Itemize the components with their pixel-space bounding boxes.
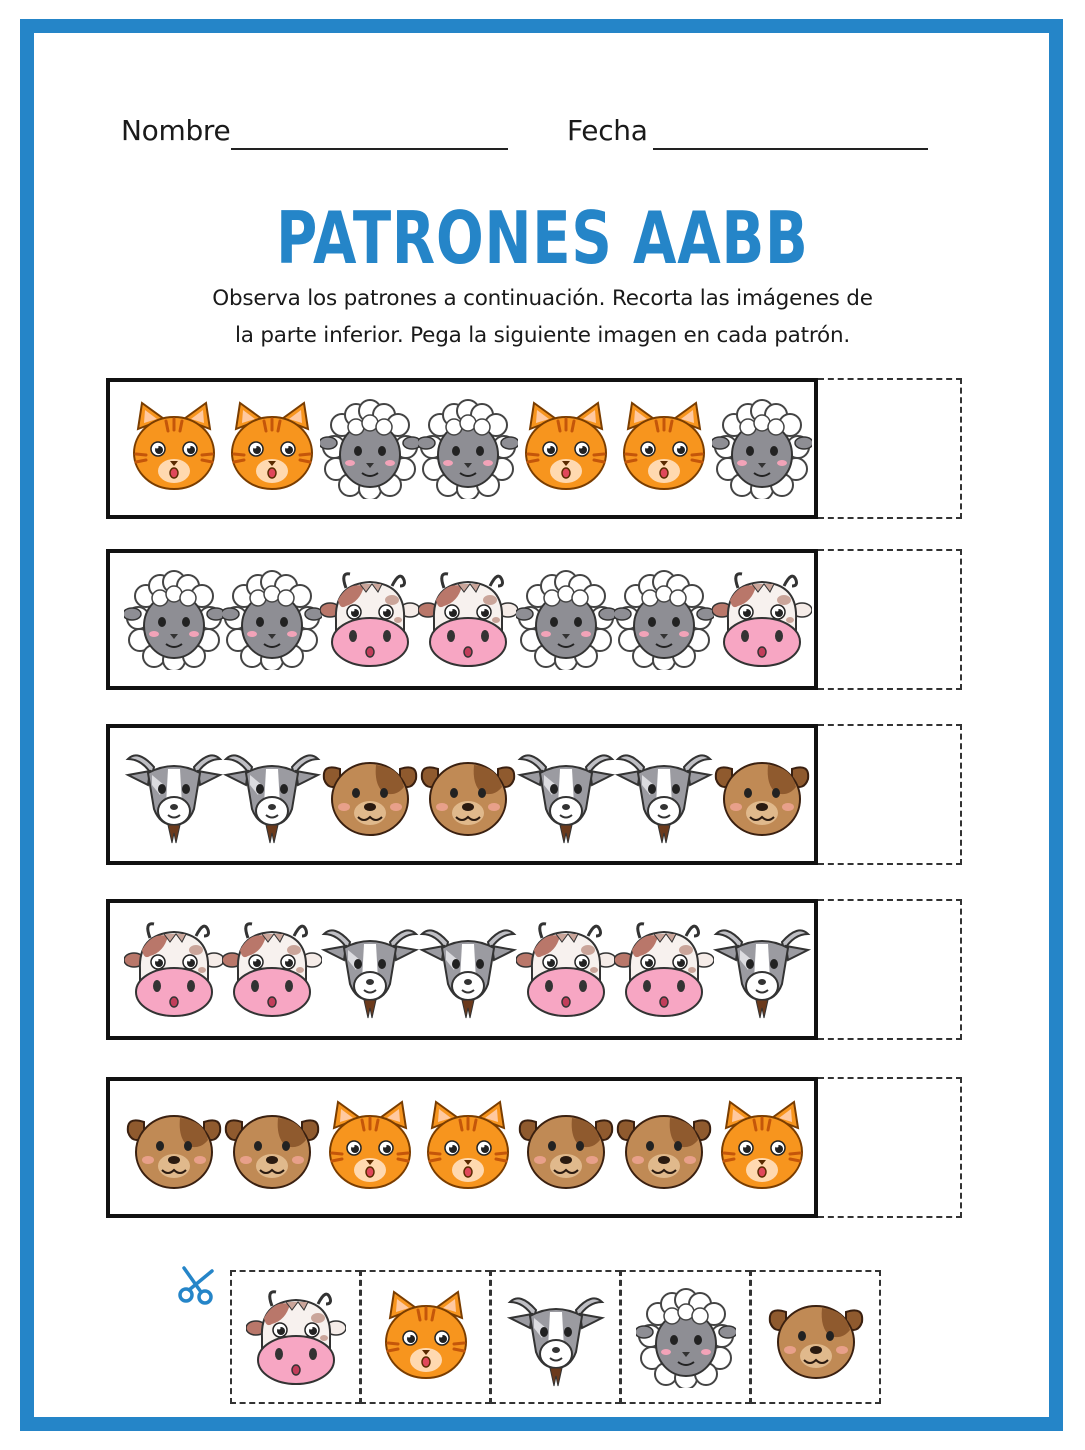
cow-face-icon [320, 570, 420, 670]
cat-face-icon [222, 399, 322, 499]
dog-face-icon [124, 1098, 224, 1198]
goat-face-icon [222, 745, 322, 845]
answer-slot-4[interactable] [818, 899, 962, 1040]
pattern-row-3 [106, 724, 818, 865]
sheep-face-icon [222, 570, 322, 670]
cow-face-icon [222, 920, 322, 1020]
sheep-face-icon [636, 1288, 736, 1388]
goat-face-icon [320, 920, 420, 1020]
cutout-card-goat[interactable] [490, 1270, 621, 1404]
goat-face-icon [712, 920, 812, 1020]
instructions-line-2: la parte inferior. Pega la siguiente imagen en cada patrón. [234, 323, 851, 348]
goat-face-icon [614, 745, 714, 845]
dog-face-icon [222, 1098, 322, 1198]
cow-face-icon [614, 920, 714, 1020]
dog-face-icon [766, 1288, 866, 1388]
date-label: Fecha [567, 114, 648, 147]
dog-face-icon [516, 1098, 616, 1198]
cow-face-icon [418, 570, 518, 670]
goat-face-icon [506, 1288, 606, 1388]
cat-face-icon [376, 1288, 476, 1388]
cutout-card-sheep[interactable] [620, 1270, 751, 1404]
cutout-card-cat[interactable] [360, 1270, 491, 1404]
sheep-face-icon [712, 399, 812, 499]
cat-face-icon [614, 399, 714, 499]
cow-face-icon [246, 1288, 346, 1388]
cow-face-icon [516, 920, 616, 1020]
cutout-card-dog[interactable] [750, 1270, 881, 1404]
answer-slot-1[interactable] [818, 378, 962, 519]
pattern-row-2 [106, 549, 818, 690]
dog-face-icon [614, 1098, 714, 1198]
sheep-face-icon [418, 399, 518, 499]
page-title: PATRONES AABB [276, 196, 809, 280]
goat-face-icon [418, 920, 518, 1020]
goat-face-icon [516, 745, 616, 845]
sheep-face-icon [614, 570, 714, 670]
cow-face-icon [124, 920, 224, 1020]
sheep-face-icon [320, 399, 420, 499]
cat-face-icon [516, 399, 616, 499]
dog-face-icon [320, 745, 420, 845]
answer-slot-3[interactable] [818, 724, 962, 865]
sheep-face-icon [124, 570, 224, 670]
cat-face-icon [124, 399, 224, 499]
date-field[interactable] [653, 148, 928, 150]
instructions-line-1: Observa los patrones a continuación. Recorta las imágenes de [212, 286, 873, 311]
goat-face-icon [124, 745, 224, 845]
pattern-row-1 [106, 378, 818, 519]
answer-slot-5[interactable] [818, 1077, 962, 1218]
pattern-row-5 [106, 1077, 818, 1218]
scissors-icon [174, 1262, 218, 1306]
sheep-face-icon [516, 570, 616, 670]
pattern-row-4 [106, 899, 818, 1040]
answer-slot-2[interactable] [818, 549, 962, 690]
cutout-card-cow[interactable] [230, 1270, 361, 1404]
cat-face-icon [712, 1098, 812, 1198]
dog-face-icon [712, 745, 812, 845]
cow-face-icon [712, 570, 812, 670]
name-label: Nombre [121, 114, 231, 147]
cat-face-icon [320, 1098, 420, 1198]
cat-face-icon [418, 1098, 518, 1198]
dog-face-icon [418, 745, 518, 845]
name-field[interactable] [231, 148, 508, 150]
